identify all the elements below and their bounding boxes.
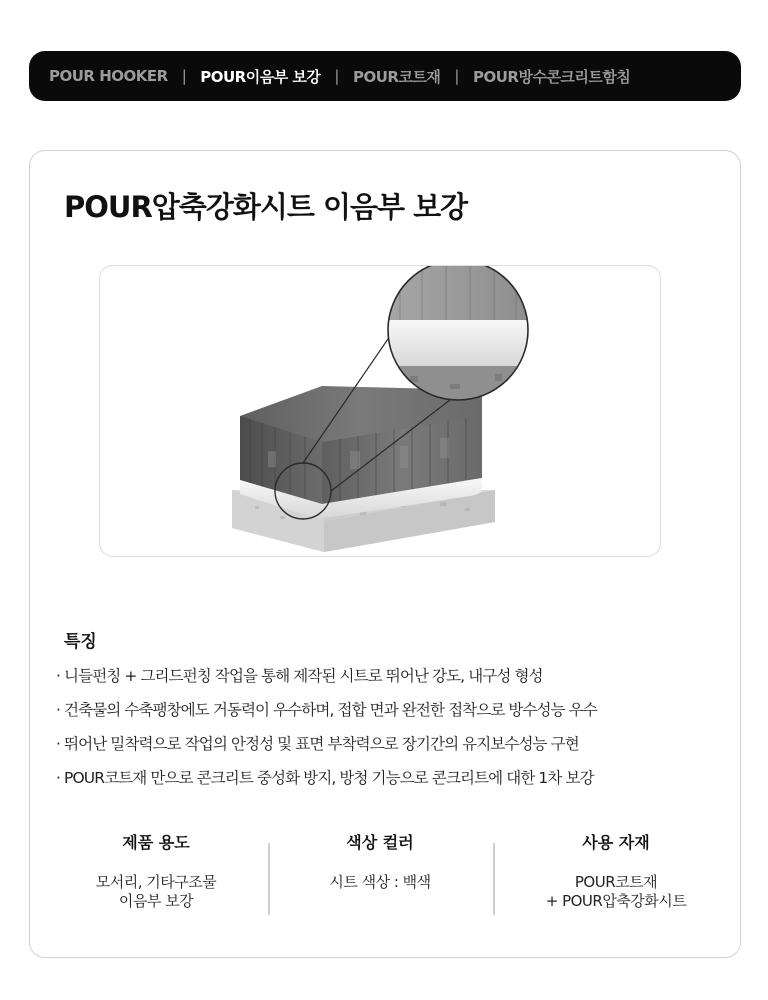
nav-item-pour-joint-reinforcement[interactable]: POUR이음부 보강 bbox=[200, 67, 321, 86]
spec-value bbox=[270, 873, 490, 892]
spec-value bbox=[46, 873, 266, 911]
spec-value-line: 이음부 보강 bbox=[118, 892, 194, 910]
nav-separator: | bbox=[454, 67, 459, 85]
spec-value bbox=[506, 873, 726, 911]
spec-value-line: POUR코트재 bbox=[574, 873, 658, 891]
spec-table bbox=[30, 833, 742, 923]
feature-item: · 건축물의 수축팽창에도 거동력이 우수하며, 접합 면과 완전한 접착으로 방수성능 우수 bbox=[56, 701, 597, 719]
features-list bbox=[56, 659, 597, 795]
spec-value-line: 시트 색상 : 백색 bbox=[329, 873, 431, 891]
spec-materials bbox=[506, 833, 726, 911]
product-illustration bbox=[99, 265, 661, 557]
spec-heading: 색상 컬러 bbox=[346, 833, 414, 852]
spec-usage bbox=[46, 833, 266, 911]
concrete-block-illustration bbox=[100, 266, 661, 557]
nav-item-pour-coating[interactable]: POUR코트재 bbox=[352, 67, 441, 86]
spec-divider bbox=[493, 843, 495, 915]
nav-item-pour-waterproof-concrete[interactable]: POUR방수콘크리트함침 bbox=[472, 67, 631, 86]
product-card bbox=[29, 150, 741, 958]
spec-value-line: + POUR압축강화시트 bbox=[545, 892, 687, 910]
spec-color bbox=[270, 833, 490, 892]
product-title: POUR압축강화시트 이음부 보강 bbox=[64, 190, 468, 224]
feature-item: · POUR코트재 만으로 콘크리트 중성화 방지, 방청 기능으로 콘크리트에 대한 1차 보강 bbox=[56, 769, 594, 787]
top-nav bbox=[29, 51, 741, 101]
feature-item: · 니들펀칭 + 그리드펀칭 작업을 통해 제작된 시트로 뛰어난 강도, 내구성 형성 bbox=[56, 667, 543, 685]
nav-item-pour-hooker[interactable]: POUR HOOKER bbox=[49, 67, 168, 85]
features-heading: 특징 bbox=[64, 632, 97, 652]
nav-separator: | bbox=[181, 67, 187, 85]
spec-heading: 제품 용도 bbox=[122, 833, 190, 852]
spec-value-line: 모서리, 기타구조물 bbox=[95, 873, 217, 891]
feature-item: · 뛰어난 밀착력으로 작업의 안정성 및 표면 부착력으로 장기간의 유지보수성능 구현 bbox=[56, 735, 579, 753]
spec-heading: 사용 자재 bbox=[582, 833, 650, 852]
nav-separator: | bbox=[334, 67, 339, 85]
